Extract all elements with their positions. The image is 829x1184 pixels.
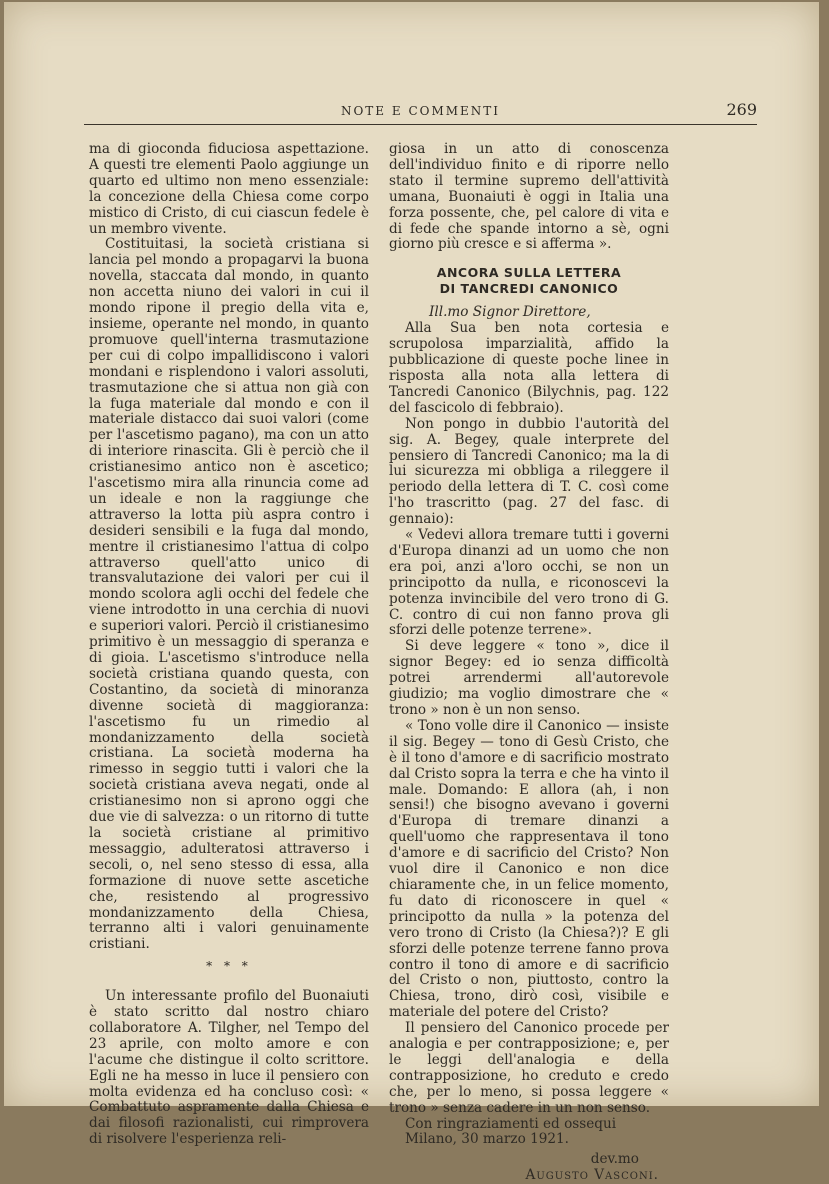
book-page <box>4 2 819 1184</box>
signature-salutation: dev.mo <box>590 1151 639 1168</box>
running-title: NOTE E COMMENTI <box>340 104 501 118</box>
date-line: Milano, 30 marzo 1921. <box>405 1131 569 1148</box>
page-number: 269 <box>726 100 757 119</box>
paragraph: giosa in un atto di conoscenza dell'individuo finito e di riporre nello stato il termine supremo dell'attività umana, Buonaiuti è oggi in Italia una forza possente, che, pel calore di vita e di fede che spande intorno a sè, ogni giorno più cresce e si afferma ». <box>389 141 669 253</box>
paragraph: Non pongo in dubbio l'autorità del sig. A. Begey, quale interprete del pensiero di Tancredi Canonico; ma la di lui sicurezza mi obbliga a rileggere il periodo della lettera di T. C. così come l'ho trascritto (pag. 27 del fasc. di gennaio): <box>389 415 669 528</box>
section-separator: * * * <box>206 959 252 974</box>
paragraph: ma di gioconda fiduciosa aspettazione. A questi tre elementi Paolo aggiunge un quarto ed ultimo non meno essenziale: la concezione della Chiesa come corpo mistico di Cristo, di cui ciascun fedele è un membro vivente. <box>89 141 369 237</box>
paragraph: Costituitasi, la società cristiana si lancia pel mondo a propagarvi la buona novella, staccata dal mondo, in quanto non accetta niuno dei valori in cui il mondo ripone il pregio della vita e, insieme, operante nel mondo, in quanto promuove quell'interna trasmutazione per cui di colpo impallidiscono i valori mondani e risplendono i valori assoluti, trasmutazione che si attua non già con la fuga materiale dal mondo e con il materiale distacco dai suoi valori (come per l'ascetismo pagano), ma con un atto di interiore rinascita. Gli è perciò che il cristianesimo antico non è ascetico; l'ascetismo mira alla rinuncia come ad un ideale e non la raggiunge che attraverso la lotta più aspra contro i desideri sensibili e la fuga dal mondo, mentre il cristianesimo l'attua di colpo attraverso quell'atto unico di transvalutazione dei valori per cui il mondo scolora agli occhi del fedele che viene introdotto in una cerchia di nuovi e superiori valori. Perciò il cristianesimo primitivo è un messaggio di speranza e di gioia. L'ascetismo s'introduce nella società cristiana quando questa, con Costantino, da società di minoranza divenne società di maggioranza: l'ascetismo fu un rimedio al mondanizzamento della società cristiana. La società moderna ha rimesso in seggio tutti i valori che la società cristiana aveva negati, onde al cristianesimo non si aprono oggi che due vie di salvezza: o un ritorno di tutte la società cristiane al primitivo messaggio, adulteratosi attraverso i secoli, o, nel seno stesso di essa, alla formazione di nuove sette ascetiche che, resistendo al progressivo mondanizzamento della Chiesa, terranno alti i valori genuinamente cristiani. <box>89 236 369 953</box>
quotation: « Vedevi allora tremare tutti i governi d'Europa dinanzi ad un uomo che non era poi, anzi a'loro occhi, se non un principotto da nulla, e riconoscevi la potenza invincibile del vero trono di G. C. contro di cui non fanno prova gli sforzi delle potenze terrene». <box>389 527 669 639</box>
paragraph: Alla Sua ben nota cortesia e scrupolosa imparzialità, affido la pubblicazione di queste poche linee in risposta alla nota alla lettera di Tancredi Canonico (Bilychnis, pag. 122 del fascicolo di febbraio). <box>389 320 669 416</box>
heading-line: ANCORA SULLA LETTERA <box>436 265 622 281</box>
left-column <box>89 142 369 1148</box>
signature-name: Augusto Vasconi. <box>525 1167 659 1184</box>
heading-line: DI TANCREDI CANONICO <box>439 281 619 297</box>
right-column <box>389 142 669 1184</box>
paragraph: Un interessante profilo del Buonaiuti è stato scritto dal nostro chiaro collaboratore A. Tilgher, nel Tempo del 23 aprile, con molto amore e con l'acume che distingue il colto scrittore. Egli ne ha messo in luce il pensiero con molta evidenza ed ha concluso così: « Combattuto aspramente dalla Chiesa e dai filosofi razionalisti, cui rimprovera di risolvere l'esperienza reli- <box>89 988 369 1148</box>
paragraph: « Tono volle dire il Canonico — insiste il sig. Begey — tono di Gesù Cristo, che è il tono d'amore e di sacrificio mostrato dal Cristo sopra la terra e che ha vinto il male. Domando: E allora (ah, i non sensi!) che bisogno avevano i governi d'Europa di tremare dinanzi a quell'uomo che rappresentava il tono d'amore e di sacrificio del Cristo? Non vuol dire il Canonico e non dice chiaramente che, in un felice momento, fu dato di riconoscere in quel « principotto da nulla » la potenza del vero trono di Cristo (la Chiesa?)? E gli sforzi delle potenze terrene fanno prova contro il tono di amore e di sacrificio del Cristo o non, piuttosto, contro la Chiesa, trono, dirò così, visibile e materiale del potere del Cristo? <box>389 717 669 1021</box>
paragraph: Il pensiero del Canonico procede per analogia e per contrapposizione; e, per le leggi dell'analogia e della contrapposizione, ho creduto e credo che, per lo meno, si possa leggere « trono » senza cadere in un non senso. <box>389 1020 669 1116</box>
closing: Con ringraziamenti ed ossequi <box>405 1115 617 1132</box>
running-header <box>84 102 757 125</box>
paragraph: Si deve leggere « tono », dice il signor Begey: ed io senza difficoltà potrei arrendermi all'autorevole giudizio; ma voglio dimostrare che « trono » non è un non senso. <box>389 638 669 718</box>
salutation: Ill.mo Signor Direttore, <box>429 304 591 321</box>
section-heading <box>389 265 669 297</box>
